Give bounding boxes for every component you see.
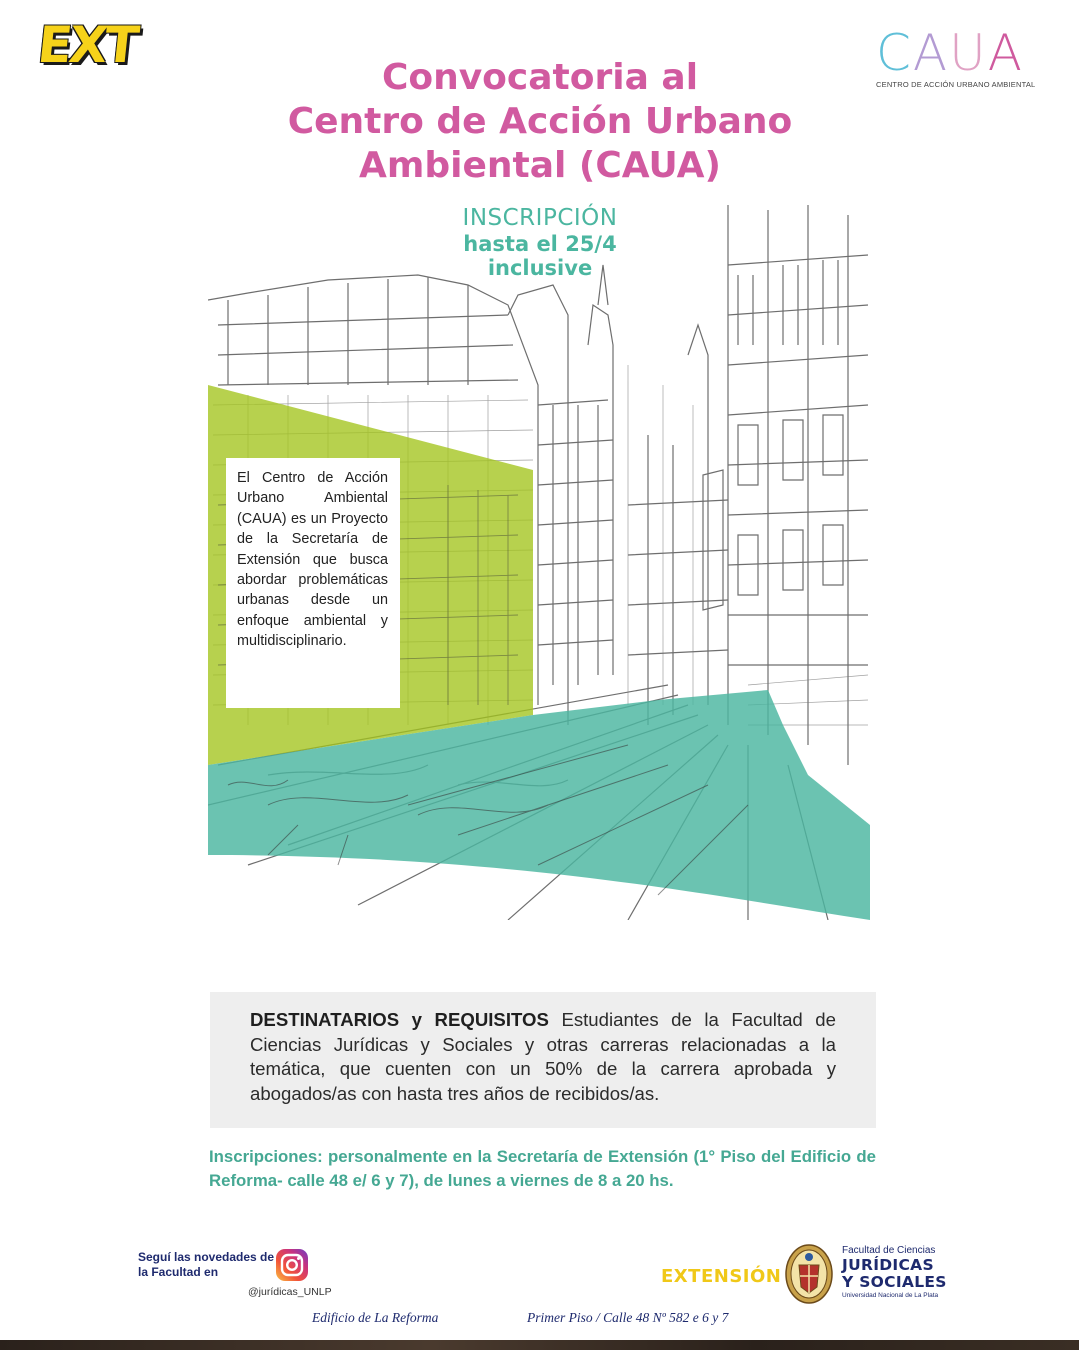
caua-letter-a: A [912, 24, 950, 82]
extension-label: EXTENSIÓN [661, 1266, 782, 1287]
instagram-handle[interactable]: @jurídicas_UNLP [248, 1286, 332, 1298]
deadline-label: INSCRIPCIÓN [462, 205, 618, 231]
caua-letter-c: C [876, 24, 913, 82]
registration-info: Inscripciones: personalmente en la Secretaría de Extensión (1° Piso del Edificio de Reforma- calle 48 e/ 6 y 7), de lunes a viernes de 8 a 20 hs. [209, 1147, 876, 1190]
caua-logo-subtitle: CENTRO DE ACCIÓN URBANO AMBIENTAL [876, 80, 1036, 89]
page-title [240, 56, 840, 188]
requirements-box [210, 992, 876, 1128]
university-seal-icon [784, 1243, 834, 1305]
faculty-line-2: JURÍDICAS [842, 1256, 934, 1274]
requirements-text: Estudiantes de la Facultad de Ciencias Jurídicas y Sociales y otras carreras relacionadas a la temática, que cuenten con un 50% de la carrera aprobada y abogados/as con hasta tres años de recibidos/as. [250, 1009, 836, 1104]
title-line-3: Ambiental (CAUA) [359, 145, 721, 186]
caua-logo-letters [876, 24, 1036, 82]
faculty-line-3: Y SOCIALES [842, 1273, 947, 1291]
deadline-date: hasta el 25/4 [463, 232, 617, 256]
address-street: Primer Piso / Calle 48 Nº 582 e 6 y 7 [527, 1310, 729, 1325]
instagram-icon[interactable] [274, 1247, 310, 1283]
title-line-2: Centro de Acción Urbano [287, 101, 793, 142]
faculty-line-1: Facultad de Ciencias [842, 1245, 936, 1256]
caua-letter-u: U [949, 24, 988, 82]
follow-text: Seguí las novedades de la Facultad en [138, 1250, 275, 1279]
ext-logo: EXT [34, 16, 139, 74]
caua-letter-a2: A [987, 24, 1024, 82]
faculty-line-4: Universidad Nacional de La Plata [842, 1292, 939, 1299]
caua-logo [876, 24, 1036, 89]
deadline-inclusive: inclusive [487, 256, 593, 280]
description-box: El Centro de Acción Urbano Ambiental (CAUA) es un Proyecto de la Secretaría de Extensión que busca abordar problemáticas urbanas desde un enfoque ambiental y multidisciplinario. [226, 458, 400, 708]
bottom-bar [0, 1340, 1079, 1350]
title-line-1: Convocatoria al [381, 57, 699, 98]
requirements-heading: DESTINATARIOS y REQUISITOS [250, 1009, 549, 1030]
faculty-logo [842, 1245, 962, 1300]
address-building: Edificio de La Reforma [312, 1310, 439, 1325]
